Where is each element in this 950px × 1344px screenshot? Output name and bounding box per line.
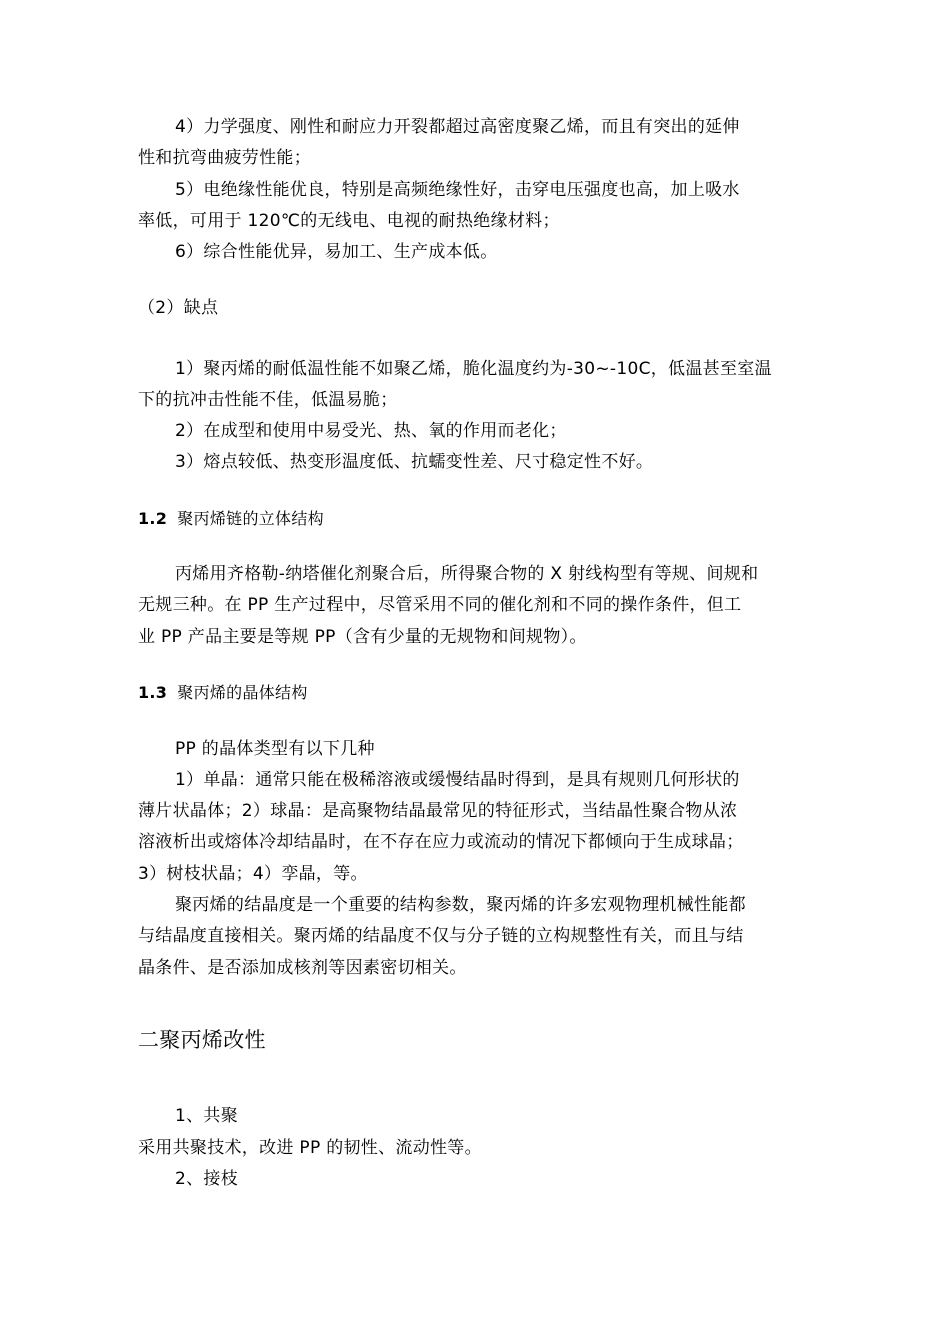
ch2-item1: 1、共聚 [175, 1106, 239, 1126]
s13-p2-line1: 聚丙烯的结晶度是一个重要的结构参数，聚丙烯的许多宏观物理机械性能都 [175, 895, 746, 915]
adv-item4-line1: 4）力学强度、刚性和耐应力开裂都超过高密度聚乙烯，而且有突出的延伸 [175, 117, 740, 137]
s13-p1-line3: 溶液析出或熔体冷却结晶时，在不存在应力或流动的情况下都倾向于生成球晶； [138, 832, 744, 852]
adv-item6: 6）综合性能优异，易加工、生产成本低。 [175, 242, 498, 262]
s12-para-line3: 业 PP 产品主要是等规 PP（含有少量的无规物和间规物）。 [138, 627, 587, 647]
s13-p1-line2: 薄片状晶体；2）球晶：是高聚物结晶最常见的特征形式，当结晶性聚合物从浓 [138, 801, 738, 821]
dis-item2: 2）在成型和使用中易受光、热、氧的作用而老化； [175, 421, 567, 441]
section-title: 聚丙烯的晶体结构 [177, 683, 308, 702]
ch2-item2: 2、接枝 [175, 1169, 239, 1189]
s12-para-line2: 无规三种。在 PP 生产过程中，尽管采用不同的催化剂和不同的操作条件，但工 [138, 595, 742, 615]
dis-item1-line2: 下的抗冲击性能不佳，低温易脆； [138, 390, 398, 410]
disadvantages-heading: （2）缺点 [138, 298, 219, 318]
section-1-2-heading [138, 503, 324, 534]
s13-p1-line4: 3）树枝状晶；4）孪晶，等。 [138, 864, 368, 884]
section-title: 聚丙烯链的立体结构 [177, 509, 324, 528]
s13-p2-line3: 晶条件、是否添加成核剂等因素密切相关。 [138, 958, 467, 978]
section-number: 1.3 [138, 683, 168, 702]
adv-item5-line1: 5）电绝缘性能优良，特别是高频绝缘性好，击穿电压强度也高，加上吸水 [175, 180, 740, 200]
s12-para-line1: 丙烯用齐格勒-纳塔催化剂聚合后，所得聚合物的 X 射线构型有等规、间规和 [175, 564, 759, 584]
dis-item3: 3）熔点较低、热变形温度低、抗蠕变性差、尺寸稳定性不好。 [175, 452, 654, 472]
s13-p1-line1: 1）单晶：通常只能在极稀溶液或缓慢结晶时得到，是具有规则几何形状的 [175, 770, 740, 790]
s13-intro: PP 的晶体类型有以下几种 [175, 739, 375, 759]
ch2-item1-desc: 采用共聚技术，改进 PP 的韧性、流动性等。 [138, 1138, 482, 1158]
dis-item1-line1: 1）聚丙烯的耐低温性能不如聚乙烯，脆化温度约为-30~-10C，低温甚至室温 [175, 359, 772, 379]
section-1-3-heading [138, 677, 308, 708]
section-number: 1.2 [138, 509, 168, 528]
s13-p2-line2: 与结晶度直接相关。聚丙烯的结晶度不仅与分子链的立构规整性有关，而且与结 [138, 926, 744, 946]
chapter-2-title: 二聚丙烯改性 [138, 1028, 266, 1052]
adv-item4-line2: 性和抗弯曲疲劳性能； [138, 148, 311, 168]
adv-item5-line2: 率低，可用于 120℃的无线电、电视的耐热绝缘材料； [138, 211, 560, 231]
